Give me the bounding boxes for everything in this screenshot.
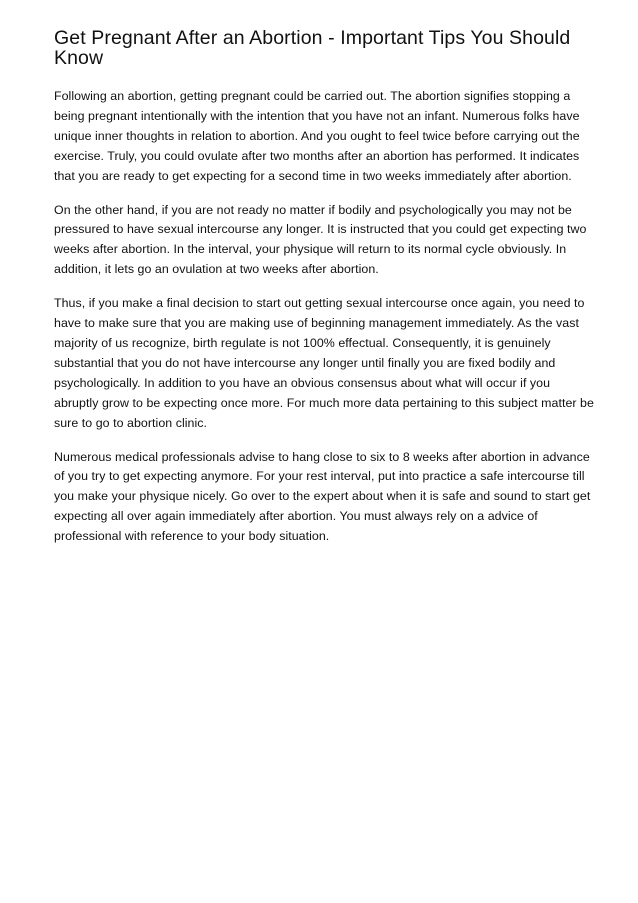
paragraph-2: On the other hand, if you are not ready no matter if bodily and psychologically you may not be pressured to have sexual intercourse any longer. It is instructed that you could get expecting two weeks after abortion. In the interval, your physique will return to its normal cycle obviously. In addition, it lets go an ovulation at two weeks after abortion. — [54, 202, 587, 277]
document-page — [54, 28, 594, 561]
paragraph-1: Following an abortion, getting pregnant could be carried out. The abortion signifies stopping a being pregnant intentionally with the intention that you have not an infant. Numerous folks have unique inner thoughts in relation to abortion. And you ought to feel twice before carrying out the exercise. Truly, you could ovulate after two months after an abortion has performed. It indicates that you are ready to get expecting for a second time in two weeks immediately after abortion. — [54, 89, 580, 183]
paragraph-3: Thus, if you make a final decision to start out getting sexual intercourse once again, you need to have to make sure that you are making use of beginning management immediately. As the vast majority of us recognize, birth regulate is not 100% effectual. Consequently, it is genuinely substantial that you do not have intercourse any longer until finally you are fixed bodily and psychologically. In addition to you have an obvious consensus about what will occur if you abruptly grow to be expecting once more. For much more data pertaining to this subject matter be sure to go to abortion clinic. — [54, 296, 594, 430]
paragraph-4: Numerous medical professionals advise to hang close to six to 8 weeks after abortion in advance of you try to get expecting anymore. For your rest interval, put into practice a safe intercourse till you make your physique nicely. Go over to the expert about when it is safe and sound to start get expecting all over again immediately after abortion. You must always rely on a advice of professional with reference to your body situation. — [54, 449, 591, 544]
document-title: Get Pregnant After an Abortion - Important Tips You Should Know — [54, 27, 571, 69]
